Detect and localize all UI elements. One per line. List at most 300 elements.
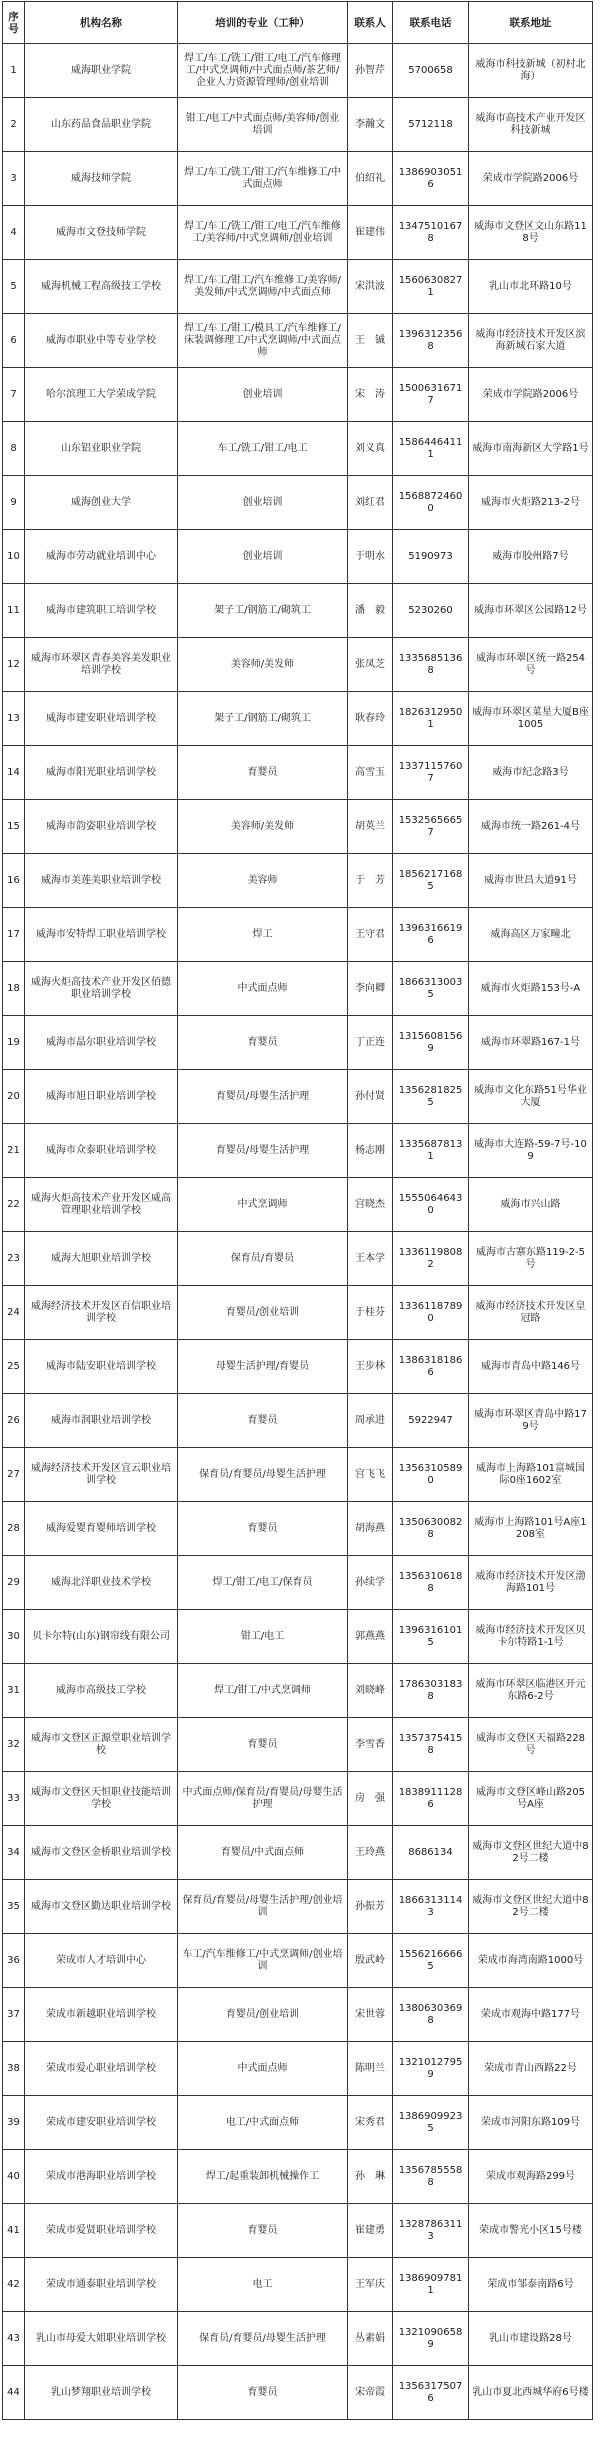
cell-phone: 13371157607	[393, 746, 469, 800]
cell-major: 车工/铣工/钳工/电工	[178, 422, 348, 476]
cell-address: 威海市环翠区统一路254号	[469, 638, 593, 692]
cell-phone: 8686134	[393, 1826, 469, 1880]
cell-no: 1	[3, 44, 25, 98]
cell-name: 威海市文登区正源堂职业培训学校	[25, 1718, 178, 1772]
cell-phone: 5712118	[393, 98, 469, 152]
cell-contact: 房 强	[348, 1772, 393, 1826]
cell-no: 28	[3, 1502, 25, 1556]
cell-name: 威海职业学院	[25, 44, 178, 98]
cell-phone: 5190973	[393, 530, 469, 584]
cell-name: 荣成市爱贤职业培训学校	[25, 2204, 178, 2258]
table-row	[3, 1394, 593, 1448]
cell-major: 育婴员	[178, 2366, 348, 2420]
cell-no: 4	[3, 206, 25, 260]
cell-major: 电工/中式面点师	[178, 2096, 348, 2150]
cell-name: 威海市晶尔职业培训学校	[25, 1016, 178, 1070]
cell-phone: 18663131143	[393, 1880, 469, 1934]
table-row	[3, 1070, 593, 1124]
cell-contact: 王守君	[348, 908, 393, 962]
cell-phone: 13361198082	[393, 1232, 469, 1286]
cell-phone: 13869030516	[393, 152, 469, 206]
cell-major: 焊工/车工/铣工/钳工/电工/汽车修理工/中式烹调师/中式面点师/茶艺师/企业人力资源管理师/创业培训	[178, 44, 348, 98]
cell-name: 威海经济技术开发区宜云职业培训学校	[25, 1448, 178, 1502]
cell-name: 威海创业大学	[25, 476, 178, 530]
cell-no: 18	[3, 962, 25, 1016]
cell-major: 育婴员/创业培训	[178, 1286, 348, 1340]
cell-major: 焊工/钳工/电工/保育员	[178, 1556, 348, 1610]
cell-address: 荣成市邹泰南路6号	[469, 2258, 593, 2312]
cell-no: 13	[3, 692, 25, 746]
cell-phone: 13963161015	[393, 1610, 469, 1664]
cell-major: 焊工/车工/铣工/钳工/汽车维修工/中式面点师	[178, 152, 348, 206]
header-name: 机构名称	[25, 2, 178, 44]
cell-no: 33	[3, 1772, 25, 1826]
cell-name: 威海技师学院	[25, 152, 178, 206]
table-row	[3, 2096, 593, 2150]
cell-contact: 王本学	[348, 1232, 393, 1286]
cell-address: 威海市统一路261-4号	[469, 800, 593, 854]
table-row	[3, 2312, 593, 2366]
cell-address: 威海市上海路101富城国际0座1602室	[469, 1448, 593, 1502]
cell-no: 8	[3, 422, 25, 476]
cell-address: 威海市文登区峰山路205号A座	[469, 1772, 593, 1826]
table-row	[3, 206, 593, 260]
table-row	[3, 1772, 593, 1826]
cell-phone: 13563106188	[393, 1556, 469, 1610]
cell-contact: 孙付贤	[348, 1070, 393, 1124]
cell-address: 荣成市海湾南路1000号	[469, 1934, 593, 1988]
cell-no: 11	[3, 584, 25, 638]
cell-name: 威海市职业中等专业学校	[25, 314, 178, 368]
cell-address: 荣成市警光小区15号楼	[469, 2204, 593, 2258]
cell-name: 威海市文登区天恒职业技能培训学校	[25, 1772, 178, 1826]
cell-major: 育婴员/中式面点师	[178, 1826, 348, 1880]
cell-major: 美容师	[178, 854, 348, 908]
cell-major: 焊工/车工/钳工/模具工/汽车维修工/床装调修理工/中式烹调师/中式面点师	[178, 314, 348, 368]
cell-name: 荣成市通泰职业培训学校	[25, 2258, 178, 2312]
cell-contact: 孙智芹	[348, 44, 393, 98]
table-row	[3, 854, 593, 908]
cell-contact: 于 芳	[348, 854, 393, 908]
cell-name: 威海市文登区勤达职业培训学校	[25, 1880, 178, 1934]
cell-address: 荣成市观海中路177号	[469, 1988, 593, 2042]
training-institutions-table	[2, 1, 593, 2420]
cell-address: 荣成市学院路2006号	[469, 368, 593, 422]
cell-phone: 13287863113	[393, 2204, 469, 2258]
cell-no: 17	[3, 908, 25, 962]
cell-name: 威海市阳光职业培训学校	[25, 746, 178, 800]
table-row	[3, 44, 593, 98]
cell-address: 威海市文登区世纪大道中82号二楼	[469, 1826, 593, 1880]
cell-major: 保育员/育婴员/母婴生活护理	[178, 1448, 348, 1502]
cell-no: 32	[3, 1718, 25, 1772]
cell-no: 43	[3, 2312, 25, 2366]
table-body	[3, 44, 593, 2420]
cell-address: 威海市青岛中路146号	[469, 1340, 593, 1394]
cell-phone: 13806303698	[393, 1988, 469, 2042]
cell-address: 荣成市河阳东路109号	[469, 2096, 593, 2150]
cell-name: 威海市文登技师学院	[25, 206, 178, 260]
cell-contact: 李瀚文	[348, 98, 393, 152]
cell-phone: 18562171685	[393, 854, 469, 908]
cell-name: 威海经济技术开发区百信职业培训学校	[25, 1286, 178, 1340]
cell-no: 29	[3, 1556, 25, 1610]
cell-no: 26	[3, 1394, 25, 1448]
cell-phone: 13567855588	[393, 2150, 469, 2204]
cell-contact: 刘晓峰	[348, 1664, 393, 1718]
cell-major: 车工/汽车维修工/中式烹调师/创业培训	[178, 1934, 348, 1988]
cell-no: 40	[3, 2150, 25, 2204]
cell-phone: 18389111286	[393, 1772, 469, 1826]
cell-name: 哈尔滨理工大学荣成学院	[25, 368, 178, 422]
cell-contact: 陈明兰	[348, 2042, 393, 2096]
cell-name: 威海市韵姿职业培训学校	[25, 800, 178, 854]
cell-major: 焊工/起重装卸机械操作工	[178, 2150, 348, 2204]
table-row	[3, 962, 593, 1016]
cell-address: 威海市经济技术开发区皇冠路	[469, 1286, 593, 1340]
cell-address: 乳山市建设路28号	[469, 2312, 593, 2366]
cell-name: 贝卡尔特(山东)钢帘线有限公司	[25, 1610, 178, 1664]
cell-major: 中式烹调师	[178, 1178, 348, 1232]
table-row	[3, 1286, 593, 1340]
table-row	[3, 1718, 593, 1772]
cell-contact: 宫晓杰	[348, 1178, 393, 1232]
cell-contact: 潘 毅	[348, 584, 393, 638]
table-row	[3, 2258, 593, 2312]
cell-contact: 宋洪波	[348, 260, 393, 314]
cell-contact: 丁正连	[348, 1016, 393, 1070]
cell-name: 威海火炬高技术产业开发区威高管理职业培训学校	[25, 1178, 178, 1232]
cell-no: 12	[3, 638, 25, 692]
table-row	[3, 584, 593, 638]
cell-major: 育婴员/母婴生活护理	[178, 1070, 348, 1124]
cell-contact: 宋世蓉	[348, 1988, 393, 2042]
cell-no: 3	[3, 152, 25, 206]
cell-no: 2	[3, 98, 25, 152]
cell-address: 乳山市北环路10号	[469, 260, 593, 314]
cell-contact: 张凤芝	[348, 638, 393, 692]
cell-address: 威海市火炬路213-2号	[469, 476, 593, 530]
cell-no: 38	[3, 2042, 25, 2096]
cell-no: 20	[3, 1070, 25, 1124]
cell-contact: 孙 琳	[348, 2150, 393, 2204]
cell-name: 威海市美莲美职业培训学校	[25, 854, 178, 908]
cell-address: 威海市经济技术开发区滨海新城石家大道	[469, 314, 593, 368]
cell-phone: 13210127959	[393, 2042, 469, 2096]
cell-contact: 李雪香	[348, 1718, 393, 1772]
cell-contact: 宋秀君	[348, 2096, 393, 2150]
table-row	[3, 746, 593, 800]
cell-no: 39	[3, 2096, 25, 2150]
cell-major: 架子工/钢筋工/砌筑工	[178, 692, 348, 746]
cell-major: 育婴员	[178, 1394, 348, 1448]
cell-name: 威海市安特焊工职业培训学校	[25, 908, 178, 962]
cell-phone: 13573754158	[393, 1718, 469, 1772]
table-header-row	[3, 2, 593, 44]
table-row	[3, 422, 593, 476]
cell-major: 创业培训	[178, 530, 348, 584]
cell-contact: 李向卿	[348, 962, 393, 1016]
cell-contact: 杨志刚	[348, 1124, 393, 1178]
cell-phone: 13963123568	[393, 314, 469, 368]
header-no: 序号	[3, 2, 25, 44]
cell-contact: 于明水	[348, 530, 393, 584]
cell-no: 23	[3, 1232, 25, 1286]
cell-phone: 13563175076	[393, 2366, 469, 2420]
cell-address: 威海市大连路-59-7号-109	[469, 1124, 593, 1178]
table-row	[3, 1880, 593, 1934]
cell-major: 美容师/美发师	[178, 638, 348, 692]
cell-major: 焊工/车工/铣工/钳工/电工/汽车维修工/美容师/中式烹调师/创业培训	[178, 206, 348, 260]
cell-no: 31	[3, 1664, 25, 1718]
table-row	[3, 2366, 593, 2420]
cell-name: 威海北洋职业技术学校	[25, 1556, 178, 1610]
cell-major: 美容师/美发师	[178, 800, 348, 854]
cell-no: 14	[3, 746, 25, 800]
cell-major: 保育员/育婴员	[178, 1232, 348, 1286]
cell-address: 威海市文化东路51号华业大厦	[469, 1070, 593, 1124]
cell-no: 41	[3, 2204, 25, 2258]
cell-address: 威海市胶州路7号	[469, 530, 593, 584]
cell-address: 威海市经济技术开发区贝卡尔特路1-1号	[469, 1610, 593, 1664]
cell-phone: 13562818255	[393, 1070, 469, 1124]
cell-major: 育婴员	[178, 1016, 348, 1070]
cell-major: 焊工/钳工/中式烹调师	[178, 1664, 348, 1718]
cell-phone: 5230260	[393, 584, 469, 638]
cell-name: 威海市陆安职业培训学校	[25, 1340, 178, 1394]
cell-no: 42	[3, 2258, 25, 2312]
cell-name: 荣成市爱心职业培训学校	[25, 2042, 178, 2096]
header-address: 联系地址	[469, 2, 593, 44]
cell-address: 威海市环翠区青岛中路179号	[469, 1394, 593, 1448]
table-row	[3, 314, 593, 368]
cell-name: 威海机械工程高级技工学校	[25, 260, 178, 314]
cell-name: 荣成市港海职业培训学校	[25, 2150, 178, 2204]
cell-phone: 18263129501	[393, 692, 469, 746]
table-row	[3, 908, 593, 962]
cell-phone: 5700658	[393, 44, 469, 98]
table-row	[3, 1232, 593, 1286]
table-row	[3, 692, 593, 746]
cell-contact: 刘红君	[348, 476, 393, 530]
cell-address: 威海市环翠区公园路12号	[469, 584, 593, 638]
cell-name: 荣成市人才培训中心	[25, 1934, 178, 1988]
cell-phone: 15325656657	[393, 800, 469, 854]
cell-contact: 王 铖	[348, 314, 393, 368]
cell-phone: 15562166665	[393, 1934, 469, 1988]
cell-major: 焊工	[178, 908, 348, 962]
cell-contact: 丛素娟	[348, 2312, 393, 2366]
cell-no: 5	[3, 260, 25, 314]
table-row	[3, 1502, 593, 1556]
cell-phone: 13361187890	[393, 1286, 469, 1340]
cell-major: 育婴员	[178, 746, 348, 800]
table-row	[3, 1934, 593, 1988]
cell-no: 24	[3, 1286, 25, 1340]
cell-contact: 周承进	[348, 1394, 393, 1448]
cell-no: 19	[3, 1016, 25, 1070]
cell-no: 30	[3, 1610, 25, 1664]
cell-name: 威海爱婴育婴师培训学校	[25, 1502, 178, 1556]
cell-phone: 13563105890	[393, 1448, 469, 1502]
cell-major: 架子工/钢筋工/砌筑工	[178, 584, 348, 638]
table-row	[3, 1124, 593, 1178]
cell-name: 山东铝业职业学院	[25, 422, 178, 476]
cell-phone: 13156081569	[393, 1016, 469, 1070]
cell-phone: 13863181866	[393, 1340, 469, 1394]
cell-major: 钳工/电工	[178, 1610, 348, 1664]
cell-major: 育婴员/创业培训	[178, 1988, 348, 2042]
table-row	[3, 98, 593, 152]
cell-name: 威海大旭职业培训学校	[25, 1232, 178, 1286]
cell-no: 22	[3, 1178, 25, 1232]
cell-no: 16	[3, 854, 25, 908]
cell-major: 中式面点师	[178, 962, 348, 1016]
table-row	[3, 1556, 593, 1610]
table-row	[3, 530, 593, 584]
cell-address: 威海市南海新区大学路1号	[469, 422, 593, 476]
cell-no: 27	[3, 1448, 25, 1502]
cell-contact: 郭燕燕	[348, 1610, 393, 1664]
cell-name: 威海市旭日职业培训学校	[25, 1070, 178, 1124]
cell-address: 威海市环翠区临港区开元东路6-2号	[469, 1664, 593, 1718]
cell-phone: 17863031838	[393, 1664, 469, 1718]
table-row	[3, 2150, 593, 2204]
cell-phone: 13356851368	[393, 638, 469, 692]
cell-major: 创业培训	[178, 476, 348, 530]
table-row	[3, 1610, 593, 1664]
cell-name: 荣成市新越职业培训学校	[25, 1988, 178, 2042]
cell-no: 37	[3, 1988, 25, 2042]
cell-address: 威海市兴山路	[469, 1178, 593, 1232]
table-row	[3, 152, 593, 206]
cell-name: 威海市众泰职业培训学校	[25, 1124, 178, 1178]
cell-phone: 13356878131	[393, 1124, 469, 1178]
cell-name: 荣成市建安职业培训学校	[25, 2096, 178, 2150]
cell-address: 威海市科技新城（初村北海）	[469, 44, 593, 98]
cell-address: 荣成市青山西路22号	[469, 2042, 593, 2096]
cell-name: 山东药品食品职业学院	[25, 98, 178, 152]
cell-no: 35	[3, 1880, 25, 1934]
table-row	[3, 2042, 593, 2096]
cell-contact: 王玲燕	[348, 1826, 393, 1880]
cell-contact: 殷武岭	[348, 1934, 393, 1988]
cell-no: 36	[3, 1934, 25, 1988]
cell-address: 威海市世昌大道91号	[469, 854, 593, 908]
cell-major: 育婴员	[178, 1502, 348, 1556]
cell-contact: 胡英兰	[348, 800, 393, 854]
cell-major: 育婴员	[178, 2204, 348, 2258]
cell-name: 威海市文登区金桥职业培训学校	[25, 1826, 178, 1880]
cell-no: 10	[3, 530, 25, 584]
cell-contact: 耿春玲	[348, 692, 393, 746]
header-contact: 联系人	[348, 2, 393, 44]
cell-contact: 孙续学	[348, 1556, 393, 1610]
cell-address: 荣成市观海路299号	[469, 2150, 593, 2204]
cell-name: 威海市环翠区青春美容美发职业培训学校	[25, 638, 178, 692]
header-major: 培训的专业（工种）	[178, 2, 348, 44]
header-phone: 联系电话	[393, 2, 469, 44]
cell-contact: 王步林	[348, 1340, 393, 1394]
cell-no: 9	[3, 476, 25, 530]
cell-phone: 15550646430	[393, 1178, 469, 1232]
cell-major: 电工	[178, 2258, 348, 2312]
cell-contact: 伯绍礼	[348, 152, 393, 206]
cell-major: 育婴员	[178, 1718, 348, 1772]
cell-major: 中式面点师/保育员/育婴员/母婴生活护理	[178, 1772, 348, 1826]
cell-name: 威海市高级技工学校	[25, 1664, 178, 1718]
table-row	[3, 1178, 593, 1232]
cell-no: 34	[3, 1826, 25, 1880]
cell-address: 威海市环翠区菜星大厦B座1005	[469, 692, 593, 746]
cell-phone: 18663130035	[393, 962, 469, 1016]
table-row	[3, 2204, 593, 2258]
cell-address: 乳山市夏北西城华府6号楼	[469, 2366, 593, 2420]
cell-phone: 15006316717	[393, 368, 469, 422]
cell-major: 保育员/育婴员/母婴生活护理/创业培训	[178, 1880, 348, 1934]
cell-phone: 5922947	[393, 1394, 469, 1448]
cell-no: 44	[3, 2366, 25, 2420]
cell-address: 威海市火炬路153号-A	[469, 962, 593, 1016]
table-row	[3, 1988, 593, 2042]
cell-address: 威海市文登区天福路228号	[469, 1718, 593, 1772]
cell-name: 威海火炬高技术产业开发区佰德职业培训学校	[25, 962, 178, 1016]
cell-name: 威海市建筑职工培训学校	[25, 584, 178, 638]
cell-contact: 孙振芳	[348, 1880, 393, 1934]
cell-address: 威海市古寨东路119-2-5号	[469, 1232, 593, 1286]
cell-major: 保育员/育婴员/母婴生活护理	[178, 2312, 348, 2366]
cell-address: 威海市文登区文山东路118号	[469, 206, 593, 260]
cell-major: 中式面点师	[178, 2042, 348, 2096]
cell-address: 威海市高技术产业开发区科技新城	[469, 98, 593, 152]
cell-major: 钳工/电工/中式面点师/美容师/创业培训	[178, 98, 348, 152]
table-row	[3, 476, 593, 530]
cell-address: 威海市上海路101号A座1208室	[469, 1502, 593, 1556]
cell-contact: 崔建勇	[348, 2204, 393, 2258]
table-row	[3, 1340, 593, 1394]
cell-phone: 13506300828	[393, 1502, 469, 1556]
cell-no: 21	[3, 1124, 25, 1178]
cell-contact: 宋帝霞	[348, 2366, 393, 2420]
cell-contact: 宋 涛	[348, 368, 393, 422]
cell-phone: 13869097811	[393, 2258, 469, 2312]
cell-address: 威海市环翠路167-1号	[469, 1016, 593, 1070]
cell-phone: 13869099235	[393, 2096, 469, 2150]
cell-phone: 15864464111	[393, 422, 469, 476]
cell-name: 乳山梦翔职业培训学校	[25, 2366, 178, 2420]
cell-no: 15	[3, 800, 25, 854]
cell-no: 6	[3, 314, 25, 368]
cell-major: 创业培训	[178, 368, 348, 422]
cell-phone: 13963166196	[393, 908, 469, 962]
cell-contact: 胡海燕	[348, 1502, 393, 1556]
cell-address: 威海高区万家疃北	[469, 908, 593, 962]
cell-major: 焊工/车工/钳工/汽车维修工/美容师/美发师/中式烹调师/中式面点师	[178, 260, 348, 314]
cell-no: 7	[3, 368, 25, 422]
cell-contact: 宫飞飞	[348, 1448, 393, 1502]
table-row	[3, 638, 593, 692]
table-row	[3, 1448, 593, 1502]
table-row	[3, 1016, 593, 1070]
cell-name: 威海市润职业培训学校	[25, 1394, 178, 1448]
table-row	[3, 1826, 593, 1880]
cell-phone: 13475101678	[393, 206, 469, 260]
cell-name: 威海市劳动就业培训中心	[25, 530, 178, 584]
cell-name: 威海市建安职业培训学校	[25, 692, 178, 746]
cell-contact: 王军庆	[348, 2258, 393, 2312]
cell-contact: 崔建伟	[348, 206, 393, 260]
cell-major: 母婴生活护理/育婴员	[178, 1340, 348, 1394]
